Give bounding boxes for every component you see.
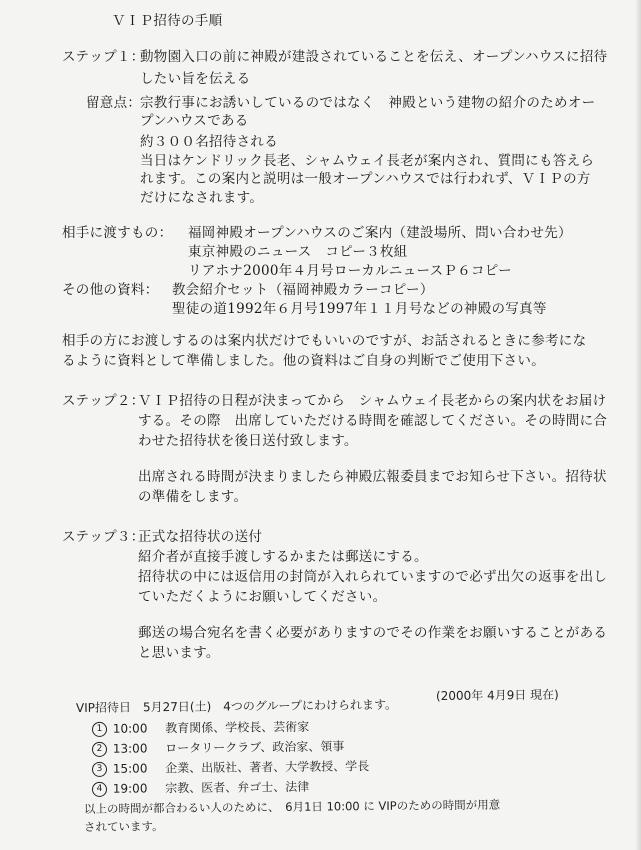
other-label: その他の資料： (62, 282, 159, 298)
schedule-text: 宗教、医者、弁ゴ士、法律 (165, 779, 310, 796)
step3-line: 紹介者が直接手渡しするかまたは郵送にする。 (138, 549, 428, 565)
step3-line: 招待状の中には返信用の封筒が入れられていますので必ず出欠の返事を出し (138, 569, 608, 585)
handwritten-footer: されています。 (83, 819, 164, 834)
step1-line: したい旨を伝える (140, 71, 251, 87)
schedule-item (92, 758, 369, 777)
step3-line: と思います。 (138, 645, 220, 661)
schedule-time: 19:00 (112, 781, 148, 796)
circled-number: 4 (92, 782, 107, 797)
step1-label: ステップ１： (62, 49, 145, 65)
note-line: だけになされます。 (140, 190, 264, 206)
schedule-item (92, 779, 309, 797)
step2-line: 出席される時間が決まりましたら神殿広報委員までお知らせ下さい。招待状 (138, 469, 607, 485)
step3-label: ステップ３： (62, 529, 145, 545)
body-paragraph-line: るように資料として準備しました。他の資料はご自身の判断でご使用下さい。 (62, 353, 545, 369)
circled-number: 2 (92, 742, 107, 757)
materials-line: リアホナ2000年４月号ローカルニュースＰ６コピー (188, 263, 512, 279)
other-line: 教会紹介セット（福岡神殿カラーコピー） (172, 282, 434, 298)
note-line: プンハウスである (140, 113, 249, 129)
note-line: 宗教行事にお誘いしているのではなく 神殿という建物の紹介のためオー (140, 95, 596, 111)
note-line: 当日はケンドリック長老、シャムウェイ長老が案内され、質問にも答えら (140, 153, 595, 169)
materials-label: 相手に渡すもの： (62, 225, 173, 241)
scan-shadow-edge (635, 0, 641, 850)
step3-line: 正式な招待状の送付 (138, 529, 263, 545)
step3-line: ていただくようにお願いしてください。 (138, 589, 387, 605)
materials-line: 東京神殿のニュース コピー３枚組 (188, 244, 408, 260)
schedule-item (92, 719, 309, 737)
step1-line: 動物園入口の前に神殿が建設されていることを伝え、オープンハウスに招待 (140, 49, 608, 65)
handwritten-date-note: (2000年 4月9日 現在) (435, 687, 559, 703)
note-line: れます。この案内と説明は一般オープンハウスでは行われず、ＶＩＰの方 (140, 171, 591, 187)
materials-line: 福岡神殿オープンハウスのご案内（建設場所、問い合わせ先） (188, 225, 572, 241)
note-line: 約３００名招待される (140, 134, 278, 150)
schedule-text: 企業、出版社、著者、大学教授、学長 (165, 759, 370, 776)
schedule-time: 13:00 (112, 741, 148, 756)
step3-line: 郵送の場合宛名を書く必要がありますのでその作業をお願いすることがある (138, 625, 608, 641)
circled-number: 1 (92, 722, 107, 737)
handwritten-footer: 以上の時間が都合わるい人のために、 6月1日 10:00 に VIPのための時間が用意 (83, 797, 501, 816)
schedule-item (92, 738, 344, 757)
document-title: ＶＩＰ招待の手順 (112, 13, 223, 29)
other-line: 聖徒の道1992年６月号1997年１１月号などの神殿の写真等 (172, 301, 547, 317)
note-label: 留意点： (86, 95, 142, 111)
circled-number: 3 (92, 762, 107, 777)
schedule-time: 10:00 (112, 721, 148, 736)
schedule-text: 教育関係、学校長、芸術家 (165, 719, 310, 736)
step2-line: ＶＩＰ招待の日程が決まってから シャムウェイ長老からの案内状をお届け (138, 393, 607, 409)
step2-line: する。その際 出席していただける時間を確認してください。その時間に合 (138, 413, 608, 429)
step2-line: わせた招待状を後日送付致します。 (138, 433, 358, 449)
schedule-text: ロータリークラブ、政治家、領事 (165, 739, 345, 756)
handwritten-header: VIP招待日 5月27日(土) 4つのグループにわけられます。 (75, 697, 398, 715)
step2-line: の準備をします。 (138, 489, 248, 505)
schedule-time: 15:00 (112, 761, 148, 776)
body-paragraph-line: 相手の方にお渡しするのは案内状だけでもいいのですが、お話されるときに参考にな (62, 333, 587, 349)
step2-label: ステップ２： (62, 393, 145, 409)
